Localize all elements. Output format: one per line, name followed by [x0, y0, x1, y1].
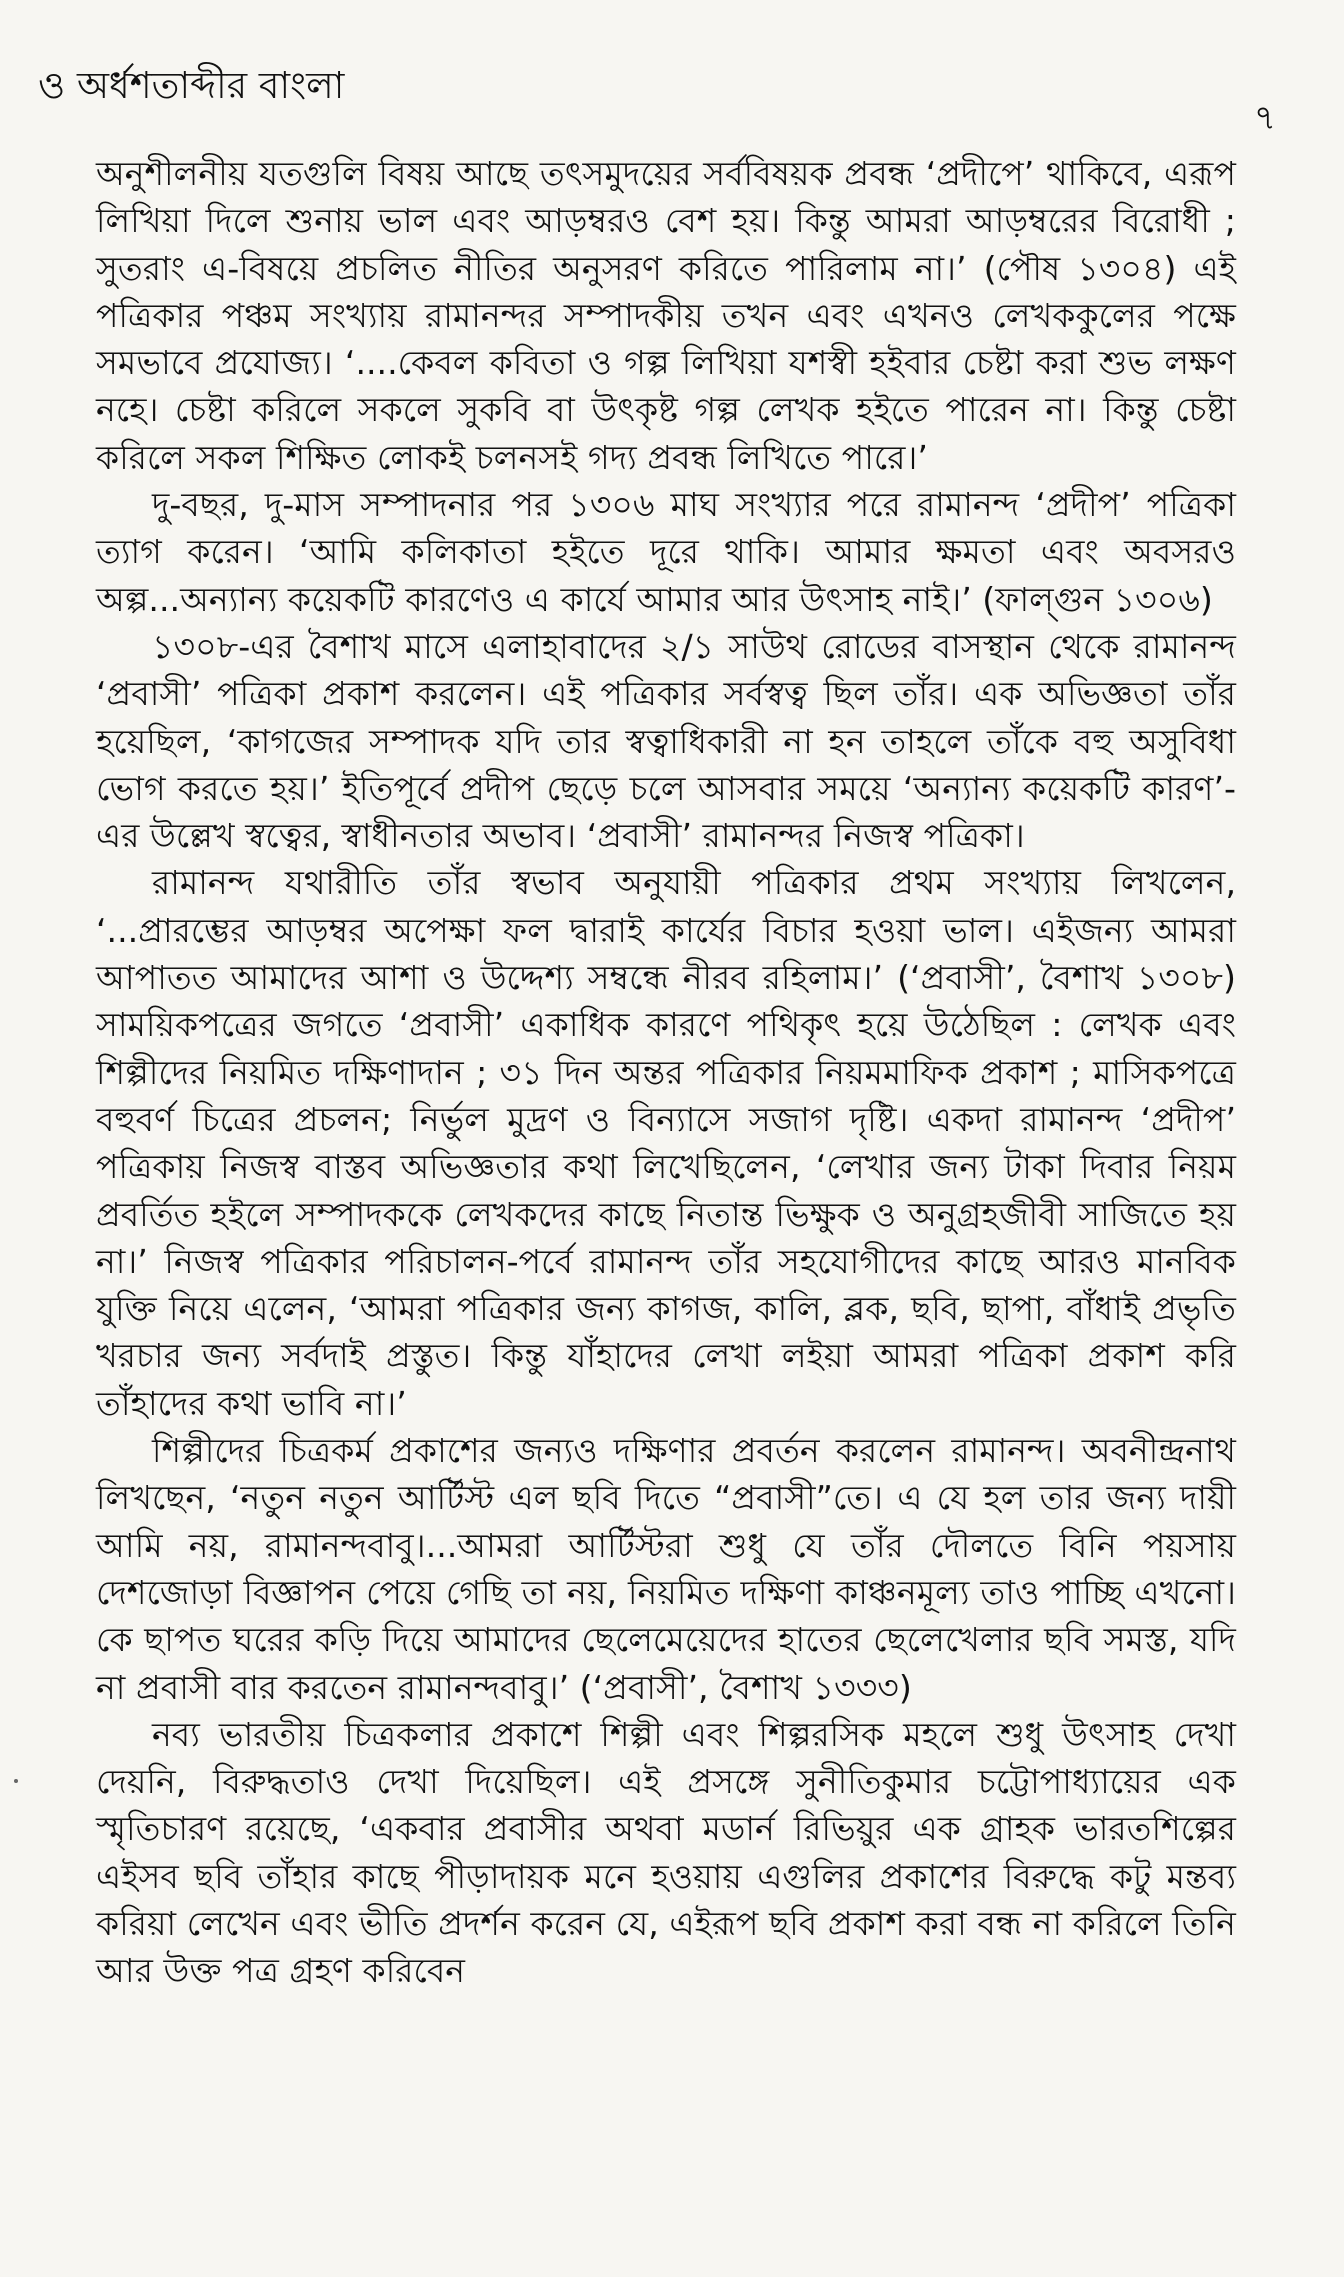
margin-dot	[14, 1779, 18, 1783]
paragraph: দু-বছর, দু-মাস সম্পাদনার পর ১৩০৬ মাঘ সংখ্যার পরে রামানন্দ ‘প্রদীপ’ পত্রিকা ত্যাগ করেন। ‘আমি কলিকাতা হইতে দূরে থাকি। আমার ক্ষমতা এবং অবসরও অল্প...অন্যান্য কয়েকটি কারণেও এ কার্যে আমার আর উৎসাহ নাই।’ (ফাল্গুন ১৩০৬)	[96, 485, 1236, 619]
paragraph: শিল্পীদের চিত্রকর্ম প্রকাশের জন্যও দক্ষিণার প্রবর্তন করলেন রামানন্দ। অবনীন্দ্রনাথ লিখছেন, ‘নতুন নতুন আর্টিস্ট এল ছবি দিতে “প্রবাসী”তে। এ যে হল তার জন্য দায়ী আমি নয়, রামানন্দবাবু।...আমরা আর্টিস্টরা শুধু যে তাঁর দৌলতে বিনি পয়সায় দেশজোড়া বিজ্ঞাপন পেয়ে গেছি তা নয়, নিয়মিত দক্ষিণা কাঞ্চনমূল্য তাও পাচ্ছি এখনো। কে ছাপত ঘরের কড়ি দিয়ে আমাদের ছেলেমেয়েদের হাতের ছেলেখেলার ছবি সমস্ত, যদি না প্রবাসী বার করতেন রামানন্দবাবু।’ (‘প্রবাসী’, বৈশাখ ১৩৩৩)	[96, 1431, 1236, 1707]
running-head: ও অর্ধশতাব্দীর বাংলা	[38, 64, 345, 107]
paragraph: অনুশীলনীয় যতগুলি বিষয় আছে তৎসমুদয়ের সর্ববিষয়ক প্রবন্ধ ‘প্রদীপে’ থাকিবে, এরূপ লিখিয়া দিলে শুনায় ভাল এবং আড়ম্বরও বেশ হয়। কিন্তু আমরা আড়ম্বরের বিরোধী ; সুতরাং এ-বিষয়ে প্রচলিত নীতির অনুসরণ করিতে পারিলাম না।’ (পৌষ ১৩০৪) এই পত্রিকার পঞ্চম সংখ্যায় রামানন্দর সম্পাদকীয় তখন এবং এখনও লেখককুলের পক্ষে সমভাবে প্রযোজ্য। ‘....কেবল কবিতা ও গল্প লিখিয়া যশস্বী হইবার চেষ্টা করা শুভ লক্ষণ নহে। চেষ্টা করিলে সকলে সুকবি বা উৎকৃষ্ট গল্প লেখক হইতে পারেন না। কিন্তু চেষ্টা করিলে সকল শিক্ষিত লোকই চলনসই গদ্য প্রবন্ধ লিখিতে পারে।’	[96, 154, 1236, 477]
page-number: ৭	[1253, 98, 1276, 138]
body-text	[96, 150, 1236, 1995]
paragraph: ১৩০৮-এর বৈশাখ মাসে এলাহাবাদের ২/১ সাউথ রোডের বাসস্থান থেকে রামানন্দ ‘প্রবাসী’ পত্রিকা প্রকাশ করলেন। এই পত্রিকার সর্বস্বত্ব ছিল তাঁর। এক অভিজ্ঞতা তাঁর হয়েছিল, ‘কাগজের সম্পাদক যদি তার স্বত্বাধিকারী না হন তাহলে তাঁকে বহু অসুবিধা ভোগ করতে হয়।’ ইতিপূর্বে প্রদীপ ছেড়ে চলে আসবার সময়ে ‘অন্যান্য কয়েকটি কারণ’-এর উল্লেখ স্বত্বের, স্বাধীনতার অভাব। ‘প্রবাসী’ রামানন্দর নিজস্ব পত্রিকা।	[96, 626, 1236, 856]
paragraph: নব্য ভারতীয় চিত্রকলার প্রকাশে শিল্পী এবং শিল্পরসিক মহলে শুধু উৎসাহ দেখা দেয়নি, বিরুদ্ধতাও দেখা দিয়েছিল। এই প্রসঙ্গে সুনীতিকুমার চট্টোপাধ্যায়ের এক স্মৃতিচারণ রয়েছে, ‘একবার প্রবাসীর অথবা মডার্ন রিভিয়ুর এক গ্রাহক ভারতশিল্পের এইসব ছবি তাঁহার কাছে পীড়াদায়ক মনে হওয়ায় এগুলির প্রকাশের বিরুদ্ধে কটু মন্তব্য করিয়া লেখেন এবং ভীতি প্রদর্শন করেন যে, এইরূপ ছবি প্রকাশ করা বন্ধ না করিলে তিনি আর উক্ত পত্র গ্রহণ করিবেন	[96, 1714, 1236, 1991]
paragraph: রামানন্দ যথারীতি তাঁর স্বভাব অনুযায়ী পত্রিকার প্রথম সংখ্যায় লিখলেন, ‘...প্রারম্ভের আড়ম্বর অপেক্ষা ফল দ্বারাই কার্যের বিচার হওয়া ভাল। এইজন্য আমরা আপাতত আমাদের আশা ও উদ্দেশ্য সম্বন্ধে নীরব রহিলাম।’ (‘প্রবাসী’, বৈশাখ ১৩০৮) সাময়িকপত্রের জগতে ‘প্রবাসী’ একাধিক কারণে পথিকৃৎ হয়ে উঠেছিল : লেখক এবং শিল্পীদের নিয়মিত দক্ষিণাদান ; ৩১ দিন অন্তর পত্রিকার নিয়মমাফিক প্রকাশ ; মাসিকপত্রে বহুবর্ণ চিত্রের প্রচলন; নির্ভুল মুদ্রণ ও বিন্যাসে সজাগ দৃষ্টি। একদা রামানন্দ ‘প্রদীপ’ পত্রিকায় নিজস্ব বাস্তব অভিজ্ঞতার কথা লিখেছিলেন, ‘লেখার জন্য টাকা দিবার নিয়ম প্রবর্তিত হইলে সম্পাদককে লেখকদের কাছে নিতান্ত ভিক্ষুক ও অনুগ্রহজীবী সাজিতে হয় না।’ নিজস্ব পত্রিকার পরিচালন-পর্বে রামানন্দ তাঁর সহযোগীদের কাছে আরও মানবিক যুক্তি নিয়ে এলেন, ‘আমরা পত্রিকার জন্য কাগজ, কালি, ব্লক, ছবি, ছাপা, বাঁধাই প্রভৃতি খরচার জন্য সর্বদাই প্রস্তুত। কিন্তু যাঁহাদের লেখা লইয়া আমরা পত্রিকা প্রকাশ করি তাঁহাদের কথা ভাবি না।’	[96, 863, 1236, 1423]
